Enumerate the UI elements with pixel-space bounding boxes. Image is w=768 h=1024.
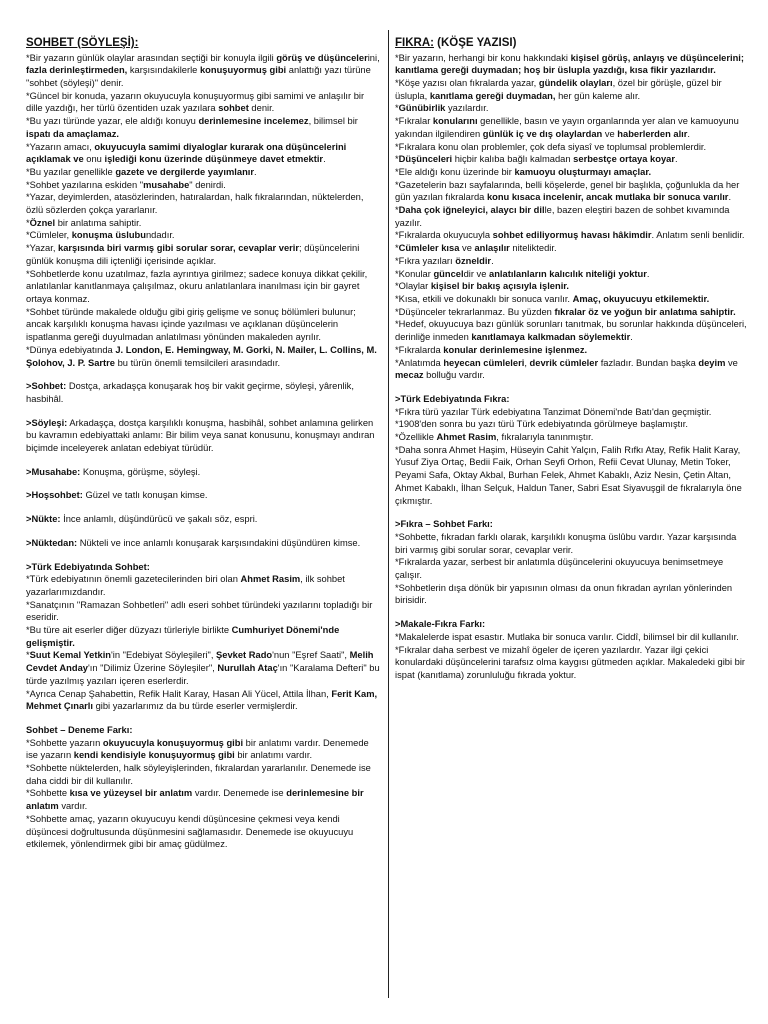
sohbet-section [26, 724, 380, 851]
bold-text: mecaz [395, 370, 424, 381]
text: genellikle, basın ve yayın organlarında yer alan ve kamuoyunu yakından ilgilendiren [395, 116, 739, 139]
bold-text: okuyucuyla samimi diyaloglar kurarak ona düşüncelerini açıklamak ve [26, 141, 347, 165]
text: *Yazar, deyimlerden, atasözlerinden, hatıralardan, halk fıkralarından, nüktelerden, özlü sözlerden çokça yararlanır. [26, 192, 364, 216]
text: *Sohbet yazılarına eskiden " [26, 179, 144, 190]
bold-text: Amaç, okuyucuyu etkilemektir. [572, 293, 710, 304]
sohbet-paragraph [26, 737, 380, 762]
bold-text: serbestçe ortaya koyar [573, 154, 675, 165]
bold-text: ispatı da amaçlamaz. [26, 128, 119, 139]
sohbet-section [26, 380, 380, 405]
fikra-section [395, 518, 750, 607]
bold-text: özneldir [455, 255, 492, 266]
bold-text: gazete ve dergilerde yayımlanır [115, 166, 255, 177]
text: *Yazar, [26, 243, 59, 254]
text: * [395, 154, 399, 165]
text: denir. [248, 103, 275, 114]
text: bu türün önemli temsilcileri arasındadır. [114, 357, 281, 368]
bold-text: Ahmet Rasim [436, 432, 497, 443]
bold-text: konu kısaca incelenir, ancak mutlaka bir sonuca varılır [486, 192, 729, 203]
sohbet-paragraph [26, 141, 380, 166]
sohbet-paragraph [26, 166, 380, 179]
section-gap [395, 382, 750, 393]
text: *Özellikle [395, 432, 437, 443]
bold-text: Düşünceleri [398, 154, 453, 165]
sohbet-paragraph [26, 489, 380, 502]
bold-text: haberlerden alır [617, 128, 688, 139]
fikra-paragraph [395, 280, 750, 293]
text: *Sohbette nüktelerden, halk söyleyişlerinden, fıkralardan yararlanılır. Denemede ise daha ciddi bir dil kullanılır. [26, 763, 371, 786]
text: *Fıkralarda okuyucuyla [395, 230, 493, 241]
fikra-paragraph [395, 318, 750, 343]
fikra-paragraph [395, 357, 750, 382]
text: Nükteli ve ince anlamlı konuşarak karşısındakini düşündüren kimse. [77, 537, 361, 548]
bold-text: görüş ve düşünceler [276, 52, 368, 63]
fikra-title: FIKRA: (KÖŞE YAZISI) [395, 37, 517, 49]
text: . Anlatım senli benlidir. [651, 230, 745, 241]
bold-text: kendi kendisiyle konuşuyormuş gibi [73, 750, 235, 761]
text: yazılardır. [445, 103, 489, 114]
bold-text: kanıtlamaya kalkmadan söylemektir [471, 332, 631, 343]
text: vardır. Denemede ise [192, 788, 287, 799]
text: *Fıkralara konu olan problemler, çok defa siyasî ve toplumsal problemlerdir. [395, 141, 707, 152]
bold-text: konular derinlemesine işlenmez. [443, 344, 588, 355]
section-gap [26, 550, 380, 561]
sohbet-section [26, 52, 380, 370]
bold-text: >Hoşsohbet: [26, 490, 83, 501]
sohbet-paragraph [26, 217, 380, 230]
text: , ilk sohbet yazarlarımızdandır. [26, 574, 345, 597]
fikra-paragraph [395, 204, 750, 229]
fikra-paragraph [395, 179, 750, 204]
text: *Fıkralarda yazar, serbest bir anlatımla düşüncelerini okuyucuya benimsetmeye çalışır. [395, 557, 724, 581]
text: gibi yazarlarımız da bu türde eserler vermişlerdir. [92, 701, 298, 712]
bold-text: Melih Cevdet Anday [26, 650, 374, 674]
text: *Fıkralar daha serbest ve mizahî ögeler de içeren yazılardır. Yazar ilgi çekici konulardaki düşüncelerini tarafsız olma kaygısı gütmeden açıklar. Makaledeki gibi bir ispat (kanıtlama) zorunluluğu fıkrada yoktur. [395, 644, 746, 680]
text: . [687, 128, 691, 139]
text: . [674, 154, 678, 165]
sohbet-paragraph [26, 813, 380, 851]
text: *Fıkra yazıları [395, 255, 456, 266]
fikra-paragraph [395, 306, 750, 319]
sohbet-paragraph [26, 242, 380, 267]
text: *Olaylar [395, 281, 431, 292]
fikra-paragraph [395, 518, 750, 531]
text: *Konular [395, 268, 434, 279]
text: *1908'den sonra bu yazı türü Türk edebiyatında görülmeye başlamıştır. [395, 419, 688, 430]
bold-text: Sohbet – Deneme Farkı: [26, 724, 133, 735]
text: ndadır. [145, 230, 175, 241]
bold-text: konuşuyormuş gibi [199, 65, 287, 76]
text: 'nun "Eşref Saati", [272, 650, 350, 661]
fikra-paragraph [395, 444, 750, 508]
text: *Sohbette, fıkradan farklı olarak, karşılıklı konuşma üslûbu vardır. Yazar karşısında biri varmış gibi sorular sorar, cevaplar verir. [395, 531, 737, 555]
sohbet-paragraph [26, 787, 380, 812]
bold-text: >Musahabe: [26, 466, 81, 477]
bold-text: Günübirlik [398, 103, 446, 114]
section-gap [26, 502, 380, 513]
text: . [630, 332, 633, 343]
text: *Makalelerde ispat esastır. Mutlaka bir sonuca varılır. Ciddî, bilimsel bir dil kullanılır. [395, 631, 739, 642]
text: *Sohbette yazarın [26, 737, 103, 748]
sohbet-paragraph [26, 344, 380, 369]
fikra-paragraph [395, 631, 750, 644]
sohbet-paragraph [26, 380, 380, 405]
sohbet-paragraph [26, 599, 380, 624]
bold-text: fıkralar öz ve yoğun bir anlatıma sahiptir. [554, 306, 736, 317]
text: dir ve [463, 268, 490, 279]
text: *Bu yazı türünde yazar, ele aldığı konuyu [26, 116, 199, 127]
text: bir anlatımı vardır. [234, 750, 313, 761]
text: ve [602, 128, 618, 139]
text: . [254, 166, 257, 177]
text: vardır. [58, 801, 88, 812]
text: *Fıkra türü yazılar Türk edebiyatına Tanzimat Dönemi'nde Batı'dan geçmiştir. [395, 406, 712, 417]
bold-text: kişisel görüş, anlayış ve düşüncelerini; kanıtlama gereği duymadan; hoş bir üslupla yazdığı, kısa fikir yazılarıdır. [395, 52, 745, 76]
text: *Bu yazılar genellikle [26, 166, 116, 177]
sohbet-paragraph [26, 573, 380, 598]
sohbet-paragraph [26, 417, 380, 455]
text: ini, [367, 52, 380, 63]
sohbet-paragraph [26, 229, 380, 242]
section-gap [26, 369, 380, 380]
text: * [26, 217, 30, 228]
text: *Bir yazarın, herhangi bir konu hakkındaki [395, 52, 571, 63]
text: *Sohbetlerin dışa dönük bir yapısının olması da onun fıkradan ayrılan yönlerinden birisidir. [395, 582, 733, 606]
fikra-paragraph [395, 293, 750, 306]
text: bir anlatıma sahiptir. [55, 217, 142, 228]
fikra-paragraph [395, 268, 750, 281]
text: niteliktedir. [509, 243, 557, 254]
fikra-section [395, 618, 750, 682]
bold-text: >Makale-Fıkra Farkı: [395, 619, 486, 630]
sohbet-section [26, 561, 380, 713]
text: *Yazarın amacı, [26, 141, 95, 152]
bold-text: devrik cümleler [529, 357, 599, 368]
text: * [395, 243, 399, 254]
text: 'ın "Dilimiz Üzerine Söyleşiler", [87, 663, 218, 674]
text: bolluğu vardır. [423, 370, 485, 381]
sohbet-paragraph [26, 179, 380, 192]
bold-text: >Sohbet: [26, 381, 67, 392]
text: anlattığı yazı türüne "sohbet (söyleşi)" denir. [26, 65, 371, 89]
text: *Fıkralarda [395, 344, 444, 355]
sohbet-paragraph [26, 191, 380, 216]
sohbet-paragraph [26, 306, 380, 344]
text: *Ayrıca Cenap Şahabettin, Refik Halit Karay, Hasan Ali Yücel, Attila İlhan, [26, 688, 332, 699]
section-gap [26, 478, 380, 489]
fikra-paragraph [395, 618, 750, 631]
sohbet-paragraph [26, 688, 380, 713]
section-gap [26, 455, 380, 466]
sohbet-section [26, 537, 380, 550]
bold-text: günlük iç ve dış olaylardan [482, 128, 603, 139]
section-gap [395, 607, 750, 618]
sohbet-paragraph [26, 762, 380, 787]
text: *Ele aldığı konu üzerinde bir [395, 166, 515, 177]
section-gap [395, 507, 750, 518]
sohbet-body [26, 52, 380, 851]
sohbet-paragraph [26, 561, 380, 574]
text: *Cümleler, [26, 230, 72, 241]
bold-text: güncel [433, 268, 464, 279]
bold-text: derinlemesine bir anlatım [26, 788, 364, 812]
bold-text: heyecan cümleleri [443, 357, 525, 368]
text: her gün kaleme alır. [555, 90, 641, 101]
section-gap [26, 713, 380, 724]
bold-text: anlaşılır [474, 243, 510, 254]
bold-text: J. London, E. Hemingway, M. Gorki, N. Mailer, L. Collins, M. Şolohov, J. P. Sartre [26, 344, 377, 368]
sohbet-section [26, 417, 380, 455]
sohbet-paragraph [26, 52, 380, 90]
bold-text: >Söyleşi: [26, 417, 68, 428]
text: ve [725, 357, 738, 368]
text: . [728, 192, 732, 203]
text: " denirdi. [189, 179, 226, 190]
bold-text: sohbet ediliyormuş havası hâkimdir [492, 230, 652, 241]
text: *Gazetelerin bazı sayfalarında, belli köşelerde, genel bir başlıkla, çoğunlukla da her gün yazılan fıkralarda [395, 179, 740, 203]
fikra-paragraph [395, 556, 750, 581]
fikra-paragraph [395, 582, 750, 607]
text: onu [83, 154, 105, 165]
text: hiçbir kalıba bağlı kalmadan [452, 154, 574, 165]
section-gap [26, 406, 380, 417]
fikra-section [395, 393, 750, 507]
bold-text: Ferit Kam, Mehmet Çınarlı [26, 688, 378, 712]
sohbet-paragraph [26, 649, 380, 687]
text: le, bazen eleştiri bazen de sohbet kıvamında yazılır. [395, 205, 730, 228]
sohbet-title: SOHBET (SÖYLEŞİ): [26, 37, 139, 49]
text: , fıkralarıyla tanınmıştır. [496, 432, 594, 443]
fikra-paragraph [395, 406, 750, 419]
fikra-paragraph [395, 531, 750, 556]
bold-text: >Fıkra – Sohbet Farkı: [395, 519, 493, 530]
text: İnce anlamlı, düşündürücü ve şakalı söz, espri. [60, 514, 258, 525]
bold-text: Cümleler kısa [398, 243, 460, 254]
text: *Sohbet türünde makalede olduğu gibi giriş gelişme ve sonuç bölümleri bulunur; ancak karşılıklı konuşma havası içinde yazılması ve açıklanan düşüncelerin ispatlanma gereği duyulmadan anlatılması yönünden makaleden ayrılır. [26, 306, 356, 343]
fikra-paragraph [395, 153, 750, 166]
text: *Köşe yazısı olan fıkralarda yazar, [395, 78, 539, 89]
sohbet-section [26, 466, 380, 479]
sohbet-paragraph [26, 115, 380, 140]
sohbet-paragraph [26, 537, 380, 550]
text: Arkadaşça, dostça karşılıklı konuşma, hasbihâl, sohbet anlamına gelirken bu kavramın edebiyattaki anlamı: Bir bilim veya sanat konusunu, konuşmayı andıran biçimde inceleyerek anlatan edebiyat türüdür. [26, 417, 375, 454]
text: * [395, 205, 399, 216]
text: Dostça, arkadaşça konuşarak hoş bir vakit geçirme, söyleşi, yârenlik, hasbihâl. [26, 381, 354, 404]
right-column [395, 36, 750, 682]
text: . [646, 268, 650, 279]
fikra-paragraph [395, 393, 750, 406]
text: ; düşüncelerini günlük konuşma dili içtenliği içerisinde açıklar. [26, 243, 360, 266]
text: *Sanatçının "Ramazan Sohbetleri" adlı eseri sohbet türündeki yazılarını topladığı bir eseridir. [26, 599, 373, 623]
text: *Sohbette amaç, yazarın okuyucuyu kendi düşüncesine çekmesi veya kendi düşüncesi doğrultusunda düşünmesini sağlamasıdır. Denemede ise okuyucuyu etkilemek, yönlendirmek gibi bir amaç güdülmez. [26, 813, 354, 850]
text: *Anlatımda [395, 357, 444, 368]
fikra-paragraph [395, 344, 750, 357]
sohbet-paragraph [26, 466, 380, 479]
bold-text: >Türk Edebiyatında Sohbet: [26, 561, 150, 572]
bold-text: >Nükte: [26, 514, 61, 525]
text: ve [459, 243, 475, 254]
text: *Sohbetlerde konu uzatılmaz, fazla ayrıntıya girilmez; sadece konuya dikkat çekilir, anlatılanlar kanıtlanmaya çalışılmaz, okuru anlatılanlara inanılması için bir gayret ortaya konmaz. [26, 268, 368, 304]
text: Güzel ve tatlı konuşan kimse. [82, 490, 208, 501]
fikra-paragraph [395, 115, 750, 140]
bold-text: Nurullah Ataç [217, 663, 278, 674]
fikra-paragraph [395, 77, 750, 102]
fikra-paragraph [395, 141, 750, 154]
sohbet-section [26, 489, 380, 502]
sohbet-paragraph [26, 513, 380, 526]
text: * [26, 650, 30, 661]
fikra-section [395, 52, 750, 382]
bold-text: konularını [432, 116, 478, 127]
bold-text: musahabe [143, 179, 190, 190]
fikra-paragraph [395, 431, 750, 444]
fikra-paragraph [395, 52, 750, 77]
left-column [26, 36, 380, 851]
sohbet-paragraph [26, 268, 380, 306]
bold-text: Öznel [29, 217, 56, 228]
fikra-paragraph [395, 418, 750, 431]
section-gap [26, 526, 380, 537]
fikra-paragraph [395, 255, 750, 268]
bold-text: gündelik olayları [538, 78, 613, 89]
fikra-paragraph [395, 644, 750, 682]
text: *Türk edebiyatının önemli gazetecilerinden biri olan [26, 574, 241, 585]
bold-text: kısa ve yüzeysel bir anlatım [69, 788, 193, 799]
text: fazladır. Bundan başka [598, 357, 699, 368]
bold-text: Ahmet Rasim [240, 574, 301, 585]
bold-text: konuşma üslubu [71, 230, 146, 241]
bold-text: deyim [698, 357, 726, 368]
text: . [491, 255, 494, 266]
text: , [524, 357, 530, 368]
sohbet-paragraph [26, 624, 380, 649]
text: *Daha sonra Ahmet Haşim, Hüseyin Cahit Yalçın, Falih Rıfkı Atay, Refik Halit Karay, Yusuf Ziya Ortaç, Bedii Faik, Orhan Seyfi Orhon, Refii Cevat Ulunay, Metin Toker, Peyami Safa, Oktay Akbal, Burhan Felek, Ahmet Kabaklı, Aziz Nesin, Çetin Altan, Ahmet Kabaklı, İlhan Selçuk, Haldun Taner, Sabri Esat Siyavuşgil de fıkralarıyla öne çıkmıştır. [395, 444, 742, 506]
text: *Fıkralar [395, 116, 433, 127]
bold-text: sohbet [218, 103, 249, 114]
text: *Sohbette [26, 788, 70, 799]
bold-text: fazla derinleştirmeden, [26, 65, 128, 76]
text: . [323, 154, 326, 165]
text: *Düşünceler tekrarlanmaz. Bu yüzden [395, 306, 555, 317]
text: *Bu türe ait eserler diğer düzyazı türleriyle birlikte [26, 625, 232, 636]
text: karşısındakilerle [127, 65, 200, 76]
text: 'ın "Karalama Defteri" bu türde yazılmış yazıları içeren eserlerdir. [26, 663, 380, 686]
text: 'in "Edebiyat Söyleşileri", [111, 650, 217, 661]
bold-text: okuyucuyla konuşuyormuş gibi [102, 737, 244, 748]
sohbet-section [26, 513, 380, 526]
bold-text: kanıtlama gereği duymadan, [429, 90, 556, 101]
sohbet-paragraph [26, 90, 380, 115]
text: * [395, 103, 399, 114]
text: *Hedef, okuyucuya bazı günlük sorunları tanıtmak, bu sorunlar hakkında düşünceleri, derinliğe inmeden [395, 319, 747, 343]
sohbet-paragraph [26, 724, 380, 737]
bold-text: Suut Kemal Yetkin [29, 650, 111, 661]
text: , bilimsel bir [308, 116, 358, 127]
bold-text: karşısında biri varmış gibi sorular sorar, cevaplar verir [58, 243, 300, 254]
text: *Güncel bir konuda, yazarın okuyucuyla konuşuyormuş gibi samimi ve anlaşılır bir dille yazdığı, her türlü özentiden uzak yazılara [26, 90, 365, 114]
bold-text: anlatılanların kalıcılık niteliği yoktur [489, 268, 647, 279]
bold-text: >Nüktedan: [26, 537, 78, 548]
bold-text: Daha çok iğneleyici, alaycı bir dil [398, 205, 545, 216]
bold-text: derinlemesine incelemez [198, 116, 309, 127]
fikra-paragraph [395, 229, 750, 242]
fikra-body [395, 52, 750, 682]
fikra-paragraph [395, 242, 750, 255]
bold-text: >Türk Edebiyatında Fıkra: [395, 393, 510, 404]
text: *Kısa, etkili ve dokunaklı bir sonuca varılır. [395, 293, 573, 304]
column-divider [388, 30, 389, 998]
bold-text: Şevket Rado [216, 650, 273, 661]
fikra-paragraph [395, 166, 750, 179]
fikra-paragraph [395, 102, 750, 115]
bold-text: işlediği konu üzerinde düşünmeye davet etmektir [104, 154, 324, 165]
text: bir anlatımı vardır. Denemede ise yazarın [26, 737, 369, 761]
bold-text: Cumhuriyet Dönemi'nde gelişmiştir. [26, 625, 340, 648]
text: *Dünya edebiyatında [26, 344, 116, 355]
text: *Bir yazarın günlük olaylar arasından seçtiği bir konuyla ilgili [26, 52, 277, 63]
bold-text: kişisel bir bakış açısıyla işlenir. [430, 281, 570, 292]
bold-text: kamuoyu oluşturmayı amaçlar. [514, 166, 652, 177]
text: Konuşma, görüşme, söyleşi. [80, 466, 201, 477]
text: , özel bir görüşle, güzel bir üslupla, [395, 78, 722, 101]
